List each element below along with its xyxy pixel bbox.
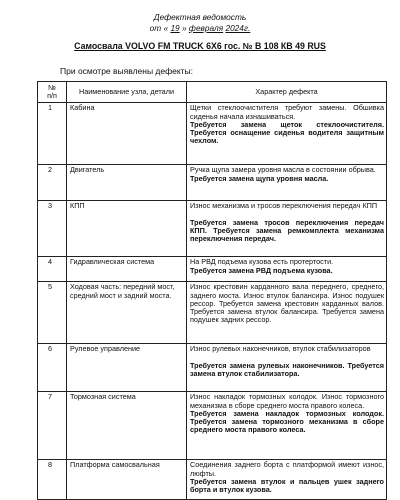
row-number: 4 [38,257,67,282]
table-row [38,103,387,165]
defect-text: Износ крестовин карданного вала переднего, среднего, заднего моста. Износ втулок балансира. Износ подушек рессор. Требуется замена крестовин карданных валов. Требуется замена втулок балансира. Требуется замена подушек задних рессор. [190,282,384,325]
defect-text: На РВД подъема кузова есть протертости. [190,257,334,267]
table-row [38,344,387,392]
table-row [38,257,387,282]
date-day: 19 [170,23,180,33]
row-number: 5 [38,282,67,344]
row-defect [187,460,387,500]
row-number: 1 [38,103,67,165]
row-number: 3 [38,201,67,257]
action-text: Требуется замена рулевых наконечников. Требуется замена втулок стабилизатора. [190,360,384,378]
row-unit: Ходовая часть: передний мост, средний мост и задний моста. [67,282,187,344]
row-defect [187,165,387,201]
row-unit: Тормозная система [67,392,187,460]
document-type: Дефектная ведомость [153,12,247,22]
table-row [38,165,387,201]
action-text: Требуется замена втулок и пальцев ушек заднего борта и втулок кузова. [190,476,384,495]
row-unit: Кабина [67,103,187,165]
row-defect [187,344,387,392]
action-text: Требуется замена тросов переключения передач КПП. Требуется замена ремкомплекта механизма переключения передач. [190,217,384,244]
row-defect [187,257,387,282]
table-row [38,282,387,344]
table-row [38,392,387,460]
date-month: февраля [188,23,224,33]
row-unit: Гидравлическая система [67,257,187,282]
table-header-row [38,82,387,103]
row-unit: Рулевое управление [67,344,187,392]
action-text: Требуется замена щупа уровня масла. [190,173,329,183]
row-number: 2 [38,165,67,201]
defect-text: Износ рулевых наконечников, втулок стабилизаторов [190,344,371,354]
date-year: 2024г. [225,23,251,33]
row-defect [187,392,387,460]
action-text: Требуется замена накладок тормозных колодок. Требуется замена тормозного механизма в сборе среднего моста правого колеса. [190,408,384,435]
defect-text: Соединения заднего борта с платформой имеют износ, люфты. [190,460,384,478]
row-unit: КПП [67,201,187,257]
header-number: № п/п [38,82,67,103]
row-defect [187,282,387,344]
header-defect: Характер дефекта [187,82,387,103]
row-unit: Двигатель [67,165,187,201]
date-mid: » [181,23,187,33]
row-defect [187,201,387,257]
intro-text: При осмотре выявлены дефекты: [60,66,194,76]
header-unit: Наименование узла, детали [67,82,187,103]
defect-text: Износ накладок тормозных колодок. Износ тормозного механизма в сборе среднего моста правого колеса. [190,392,384,410]
action-text: Требуется замена РВД подъема кузова. [190,265,333,275]
row-number: 7 [38,392,67,460]
date-prefix: от « [149,23,169,33]
defects-table [37,81,387,500]
defect-text: Щетки стеклоочистителя требуют замены. Обшивка сиденья начала изнашиваться. [190,103,384,121]
document-date [0,23,400,33]
defect-text: Ручка щупа замера уровня масла в состоянии обрыва. [190,165,376,175]
document-title: Самосвала VOLVO FM TRUCK 6Х6 гос. № В 108 КВ 49 RUS [74,41,326,51]
action-text: Требуется замена щеток стеклоочистителя. Требуется оснащение сиденья водителя защитным чехлом. [190,119,384,146]
row-number: 6 [38,344,67,392]
row-number: 8 [38,460,67,500]
table-row [38,201,387,257]
defect-text: Износ механизма и тросов переключения передач КПП [190,201,378,211]
row-unit: Платформа самосвальная [67,460,187,500]
table-row [38,460,387,500]
row-defect [187,103,387,165]
